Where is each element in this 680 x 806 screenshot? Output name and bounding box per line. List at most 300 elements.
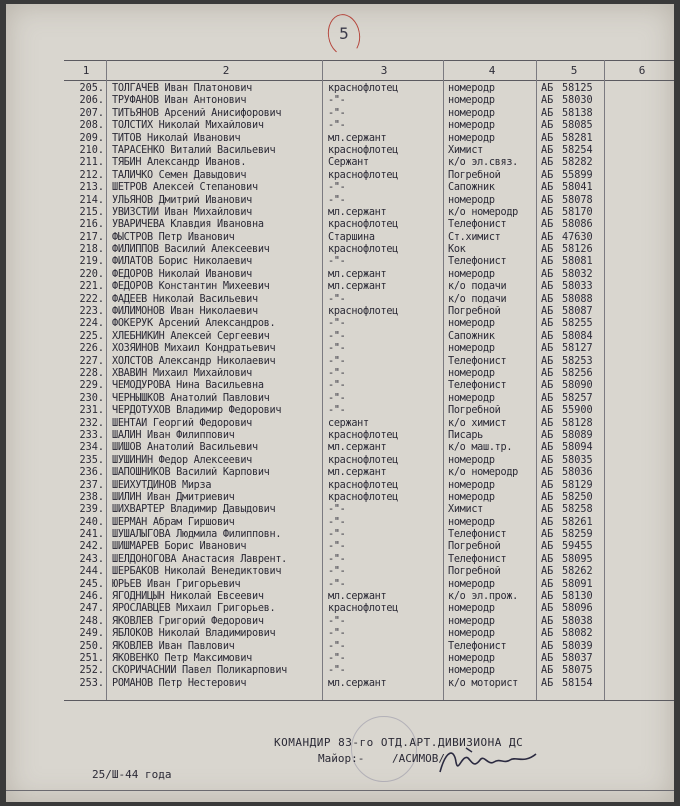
- table-row: [70, 343, 670, 355]
- person-rank: -"-: [328, 107, 346, 119]
- table-row: [70, 157, 670, 169]
- row-number: 251.: [79, 652, 104, 664]
- token-number: 58128: [562, 417, 593, 429]
- row-number: 222.: [79, 293, 104, 305]
- row-number: 250.: [79, 640, 104, 652]
- table-row: [70, 133, 670, 145]
- person-name: ШАЛИН Иван Филиппович: [112, 429, 235, 441]
- person-name: ЧЕРДОТУХОВ Владимир Федорович: [112, 405, 282, 417]
- row-number: 211.: [79, 157, 104, 169]
- person-position: к/о моторист: [448, 677, 519, 689]
- person-name: ТИТОВ Николай Иванович: [112, 132, 241, 144]
- token-series: АБ: [541, 281, 554, 293]
- person-position: Погребной: [448, 169, 501, 181]
- row-number: 215.: [79, 206, 104, 218]
- column-number-6: 6: [638, 64, 646, 77]
- token-series: АБ: [541, 95, 554, 107]
- table-row: [70, 591, 670, 603]
- row-number: 241.: [79, 529, 104, 541]
- token-series: АБ: [541, 553, 554, 565]
- table-row: [70, 269, 670, 281]
- person-position: к/о маш.тр.: [448, 442, 513, 454]
- person-name: УВАРИЧЕВА Клавдия Ивановна: [112, 219, 264, 231]
- token-number: 58281: [562, 132, 593, 144]
- person-rank: -"-: [328, 95, 346, 107]
- token-series: АБ: [541, 83, 554, 94]
- token-series: АБ: [541, 120, 554, 132]
- commander-title: КОМАНДИР 83-го ОТД.АРТ.ДИВИЗИОНА ДС: [274, 736, 524, 749]
- table-row: [70, 504, 670, 516]
- table-row: [70, 195, 670, 207]
- person-position: Телефонист: [448, 529, 507, 541]
- token-series: АБ: [541, 479, 554, 491]
- person-position: номеродр: [448, 628, 495, 640]
- person-name: УЛЬЯНОВ Дмитрий Иванович: [112, 194, 253, 206]
- token-number: 58088: [562, 293, 593, 305]
- table-row: [70, 393, 670, 405]
- row-number: 224.: [79, 318, 104, 330]
- row-number: 237.: [79, 479, 104, 491]
- row-number: 234.: [79, 442, 104, 454]
- person-position: к/о химист: [448, 417, 507, 429]
- person-rank: -"-: [328, 541, 346, 553]
- token-number: 58094: [562, 442, 593, 454]
- token-number: 58081: [562, 256, 593, 268]
- row-number: 238.: [79, 491, 104, 503]
- person-rank: мл.сержант: [328, 281, 387, 293]
- table-header-rule: [64, 80, 674, 81]
- official-seal: [351, 716, 417, 782]
- person-name: ХОЗЯИНОВ Михаил Кондратьевич: [112, 343, 276, 355]
- token-series: АБ: [541, 578, 554, 590]
- person-position: Химист: [448, 504, 484, 516]
- token-number: 58039: [562, 640, 593, 652]
- person-rank: -"-: [328, 640, 346, 652]
- row-number: 207.: [79, 107, 104, 119]
- token-series: АБ: [541, 628, 554, 640]
- token-series: АБ: [541, 244, 554, 256]
- token-number: 58087: [562, 306, 593, 318]
- person-position: Сапожник: [448, 330, 495, 342]
- column-number-1: 1: [82, 64, 90, 77]
- token-number: 58255: [562, 318, 593, 330]
- token-number: 58129: [562, 479, 593, 491]
- token-series: АБ: [541, 107, 554, 119]
- person-position: Телефонист: [448, 640, 507, 652]
- row-number: 205.: [79, 83, 104, 94]
- token-number: 58030: [562, 95, 593, 107]
- page-number: [324, 24, 364, 43]
- row-number: 243.: [79, 553, 104, 565]
- person-position: номеродр: [448, 107, 495, 119]
- row-number: 206.: [79, 95, 104, 107]
- table-row: [70, 603, 670, 615]
- person-position: номеродр: [448, 194, 495, 206]
- row-number: 213.: [79, 182, 104, 194]
- row-number: 247.: [79, 603, 104, 615]
- person-rank: -"-: [328, 120, 346, 132]
- person-position: Телефонист: [448, 380, 507, 392]
- token-series: АБ: [541, 256, 554, 268]
- person-rank: -"-: [328, 652, 346, 664]
- person-name: ЯБЛОКОВ Николай Владимирович: [112, 628, 276, 640]
- person-name: ЮРЬЕВ Иван Григорьевич: [112, 578, 241, 590]
- table-row: [70, 95, 670, 107]
- person-rank: мл.сержант: [328, 442, 387, 454]
- person-name: ТАЛИЧКО Семен Давыдович: [112, 169, 247, 181]
- table-row: [70, 529, 670, 541]
- person-position: номеродр: [448, 120, 495, 132]
- row-number: 242.: [79, 541, 104, 553]
- table-row: [70, 517, 670, 529]
- person-position: Сапожник: [448, 182, 495, 194]
- person-position: номеродр: [448, 603, 495, 615]
- row-number: 212.: [79, 169, 104, 181]
- row-number: 232.: [79, 417, 104, 429]
- table-row: [70, 281, 670, 293]
- person-position: номеродр: [448, 268, 495, 280]
- token-number: 58086: [562, 219, 593, 231]
- token-number: 58041: [562, 182, 593, 194]
- token-series: АБ: [541, 392, 554, 404]
- person-position: Кок: [448, 244, 466, 256]
- person-name: ЯКОВЛЕВ Григорий Федорович: [112, 615, 264, 627]
- table-row: [70, 678, 670, 690]
- person-position: Погребной: [448, 306, 501, 318]
- row-number: 223.: [79, 306, 104, 318]
- person-name: ЯКОВЕНКО Петр Максимович: [112, 652, 253, 664]
- person-position: номеродр: [448, 392, 495, 404]
- token-series: АБ: [541, 268, 554, 280]
- person-name: ХЛЕБНИКИН Алексей Сергеевич: [112, 330, 270, 342]
- column-number-3: 3: [380, 64, 388, 77]
- token-number: 58257: [562, 392, 593, 404]
- person-rank: краснофлотец: [328, 219, 399, 231]
- document-date: 25/Ш-44 года: [92, 768, 172, 781]
- person-position: номеродр: [448, 454, 495, 466]
- token-series: АБ: [541, 516, 554, 528]
- table-top-rule: [64, 60, 674, 61]
- token-series: АБ: [541, 157, 554, 169]
- person-rank: -"-: [328, 380, 346, 392]
- token-series: АБ: [541, 293, 554, 305]
- person-name: ШЕЙХУТДИНОВ Мирза: [112, 479, 212, 491]
- person-rank: мл.сержант: [328, 132, 387, 144]
- token-series: АБ: [541, 454, 554, 466]
- person-position: номеродр: [448, 95, 495, 107]
- signature: [436, 744, 546, 780]
- row-number: 209.: [79, 132, 104, 144]
- person-rank: мл.сержант: [328, 677, 387, 689]
- document-page: [6, 4, 674, 802]
- person-position: Телефонист: [448, 219, 507, 231]
- table-row: [70, 641, 670, 653]
- token-series: АБ: [541, 529, 554, 541]
- token-series: АБ: [541, 206, 554, 218]
- table-row: [70, 232, 670, 244]
- token-series: АБ: [541, 219, 554, 231]
- token-series: АБ: [541, 652, 554, 664]
- column-number-5: 5: [570, 64, 578, 77]
- person-name: СКОРИЧАСНИЙ Павел Поликарпович: [112, 665, 288, 677]
- person-rank: -"-: [328, 182, 346, 194]
- table-row: [70, 145, 670, 157]
- token-number: 58032: [562, 268, 593, 280]
- table-row: [70, 356, 670, 368]
- person-name: ШЕНТАЙ Георгий Федорович: [112, 417, 253, 429]
- person-rank: мл.сержант: [328, 467, 387, 479]
- person-rank: -"-: [328, 529, 346, 541]
- table-row: [70, 628, 670, 640]
- person-rank: -"-: [328, 330, 346, 342]
- row-number: 231.: [79, 405, 104, 417]
- personnel-list: [70, 83, 670, 690]
- person-rank: -"-: [328, 615, 346, 627]
- token-number: 47630: [562, 231, 593, 243]
- table-row: [70, 120, 670, 132]
- person-rank: сержант: [328, 417, 369, 429]
- person-name: ФЕДОРОВ Константин Михеевич: [112, 281, 270, 293]
- person-rank: Сержант: [328, 157, 369, 169]
- person-name: ШЕТРОВ Алексей Степанович: [112, 182, 258, 194]
- person-position: Погребной: [448, 541, 501, 553]
- table-row: [70, 492, 670, 504]
- person-name: ФОКЕРУК Арсений Александров.: [112, 318, 276, 330]
- person-rank: мл.сержант: [328, 591, 387, 603]
- token-number: 58082: [562, 628, 593, 640]
- table-row: [70, 219, 670, 231]
- person-position: Телефонист: [448, 355, 507, 367]
- token-number: 58138: [562, 107, 593, 119]
- token-series: АБ: [541, 615, 554, 627]
- token-number: 58085: [562, 120, 593, 132]
- token-number: 58127: [562, 343, 593, 355]
- table-row: [70, 318, 670, 330]
- row-number: 221.: [79, 281, 104, 293]
- token-number: 58095: [562, 553, 593, 565]
- table-row: [70, 616, 670, 628]
- person-name: ХОЛСТОВ Александр Николаевич: [112, 355, 276, 367]
- token-series: АБ: [541, 132, 554, 144]
- token-number: 58258: [562, 504, 593, 516]
- person-name: ШУШИНИН Федор Алексеевич: [112, 454, 253, 466]
- table-row: [70, 480, 670, 492]
- token-number: 58130: [562, 591, 593, 603]
- person-name: ШАПОШНИКОВ Василий Карпович: [112, 467, 270, 479]
- person-name: ШУШАЛЫГОВА Людмила Филипповн.: [112, 529, 282, 541]
- token-series: АБ: [541, 231, 554, 243]
- token-series: АБ: [541, 504, 554, 516]
- person-rank: -"-: [328, 553, 346, 565]
- person-position: к/о номеродр: [448, 206, 519, 218]
- person-rank: краснофлотец: [328, 429, 399, 441]
- page-number-circle: [325, 12, 364, 59]
- token-number: 55899: [562, 169, 593, 181]
- token-series: АБ: [541, 330, 554, 342]
- person-name: ШИШМАРЕВ Борис Иванович: [112, 541, 247, 553]
- row-number: 248.: [79, 615, 104, 627]
- person-rank: Старшина: [328, 231, 375, 243]
- token-series: АБ: [541, 194, 554, 206]
- table-row: [70, 665, 670, 677]
- row-number: 233.: [79, 429, 104, 441]
- person-name: ШЕРМАН Абрам Гиршович: [112, 516, 235, 528]
- token-number: 58035: [562, 454, 593, 466]
- person-rank: -"-: [328, 665, 346, 677]
- person-name: ТОЛСТИХ Николай Михайлович: [112, 120, 264, 132]
- token-number: 59455: [562, 541, 593, 553]
- table-row: [70, 182, 670, 194]
- token-series: АБ: [541, 541, 554, 553]
- token-series: АБ: [541, 318, 554, 330]
- person-name: ФИЛИППОВ Василий Алексеевич: [112, 244, 270, 256]
- token-number: 58256: [562, 367, 593, 379]
- person-position: номеродр: [448, 479, 495, 491]
- token-number: 58078: [562, 194, 593, 206]
- person-rank: -"-: [328, 516, 346, 528]
- token-number: 58090: [562, 380, 593, 392]
- table-row: [70, 331, 670, 343]
- person-name: ТЯБИН Александр Иванов.: [112, 157, 247, 169]
- token-series: АБ: [541, 677, 554, 689]
- person-position: Погребной: [448, 405, 501, 417]
- person-position: номеродр: [448, 367, 495, 379]
- token-series: АБ: [541, 380, 554, 392]
- column-number-2: 2: [222, 64, 230, 77]
- person-position: Писарь: [448, 429, 484, 441]
- row-number: 230.: [79, 392, 104, 404]
- person-rank: краснофлотец: [328, 603, 399, 615]
- token-series: АБ: [541, 467, 554, 479]
- token-number: 58154: [562, 677, 593, 689]
- person-rank: -"-: [328, 628, 346, 640]
- person-rank: краснофлотец: [328, 83, 399, 94]
- token-number: 58036: [562, 467, 593, 479]
- table-row: [70, 442, 670, 454]
- person-position: к/о номеродр: [448, 467, 519, 479]
- table-row: [70, 294, 670, 306]
- person-rank: -"-: [328, 367, 346, 379]
- row-number: 239.: [79, 504, 104, 516]
- token-number: 58262: [562, 566, 593, 578]
- person-name: ЧЕМОДУРОВА Нина Васильевна: [112, 380, 264, 392]
- table-row: [70, 455, 670, 467]
- person-name: ЯГОДНИЦЫН Николай Евсеевич: [112, 591, 264, 603]
- table-row: [70, 405, 670, 417]
- person-rank: краснофлотец: [328, 454, 399, 466]
- person-rank: мл.сержант: [328, 268, 387, 280]
- token-series: АБ: [541, 640, 554, 652]
- row-number: 253.: [79, 677, 104, 689]
- person-rank: -"-: [328, 293, 346, 305]
- token-number: 58084: [562, 330, 593, 342]
- token-series: АБ: [541, 182, 554, 194]
- table-row: [70, 653, 670, 665]
- person-position: номеродр: [448, 83, 495, 94]
- table-row: [70, 207, 670, 219]
- row-number: 214.: [79, 194, 104, 206]
- table-bottom-rule: [64, 700, 674, 701]
- table-row: [70, 541, 670, 553]
- person-rank: -"-: [328, 318, 346, 330]
- person-position: номеродр: [448, 132, 495, 144]
- person-position: Ст.химист: [448, 231, 501, 243]
- major-label: Майор:-: [318, 752, 365, 765]
- row-number: 220.: [79, 268, 104, 280]
- row-number: 235.: [79, 454, 104, 466]
- table-row: [70, 418, 670, 430]
- table-row: [70, 244, 670, 256]
- person-position: Погребной: [448, 566, 501, 578]
- person-name: ЯРОСЛАВЦЕВ Михаил Григорьев.: [112, 603, 276, 615]
- person-rank: -"-: [328, 343, 346, 355]
- token-number: 58282: [562, 157, 593, 169]
- token-series: АБ: [541, 306, 554, 318]
- person-name: ФИЛАТОВ Борис Николаевич: [112, 256, 253, 268]
- person-name: РОМАНОВ Петр Нестерович: [112, 677, 247, 689]
- row-number: 240.: [79, 516, 104, 528]
- person-rank: краснофлотец: [328, 169, 399, 181]
- token-series: АБ: [541, 566, 554, 578]
- page-number-text: 5: [339, 24, 349, 43]
- token-number: 58253: [562, 355, 593, 367]
- table-row: [70, 306, 670, 318]
- person-rank: -"-: [328, 405, 346, 417]
- person-name: ШЕЛДОНОГОВА Анастасия Лаврент.: [112, 553, 288, 565]
- person-position: Телефонист: [448, 553, 507, 565]
- token-number: 58075: [562, 665, 593, 677]
- table-row: [70, 108, 670, 120]
- table-row: [70, 579, 670, 591]
- row-number: 252.: [79, 665, 104, 677]
- column-number-4: 4: [488, 64, 496, 77]
- person-position: к/о подачи: [448, 293, 507, 305]
- row-number: 244.: [79, 566, 104, 578]
- token-series: АБ: [541, 603, 554, 615]
- token-series: АБ: [541, 367, 554, 379]
- person-name: ТРУФАНОВ Иван Антонович: [112, 95, 247, 107]
- person-name: ХВАВИН Михаил Михайлович: [112, 367, 253, 379]
- person-position: Телефонист: [448, 256, 507, 268]
- token-series: АБ: [541, 429, 554, 441]
- row-number: 245.: [79, 578, 104, 590]
- person-name: ШЕРБАКОВ Николай Венедиктович: [112, 566, 282, 578]
- table-row: [70, 368, 670, 380]
- person-name: ШИШОВ Анатолий Васильевич: [112, 442, 258, 454]
- person-position: номеродр: [448, 652, 495, 664]
- row-number: 227.: [79, 355, 104, 367]
- table-row: [70, 256, 670, 268]
- token-series: АБ: [541, 417, 554, 429]
- token-number: 58254: [562, 144, 593, 156]
- row-number: 226.: [79, 343, 104, 355]
- table-row: [70, 566, 670, 578]
- person-rank: краснофлотец: [328, 244, 399, 256]
- token-number: 58250: [562, 491, 593, 503]
- row-number: 246.: [79, 591, 104, 603]
- person-name: ТИТЬЯНОВ Арсений Анисифорович: [112, 107, 282, 119]
- token-number: 58261: [562, 516, 593, 528]
- person-rank: -"-: [328, 392, 346, 404]
- person-name: ФИЛИМОНОВ Иван Николаевич: [112, 306, 258, 318]
- person-position: Химист: [448, 144, 484, 156]
- person-rank: -"-: [328, 566, 346, 578]
- row-number: 217.: [79, 231, 104, 243]
- row-number: 249.: [79, 628, 104, 640]
- token-number: 58096: [562, 603, 593, 615]
- person-position: к/о эл.прож.: [448, 591, 519, 603]
- person-name: ФЕДОРОВ Николай Иванович: [112, 268, 253, 280]
